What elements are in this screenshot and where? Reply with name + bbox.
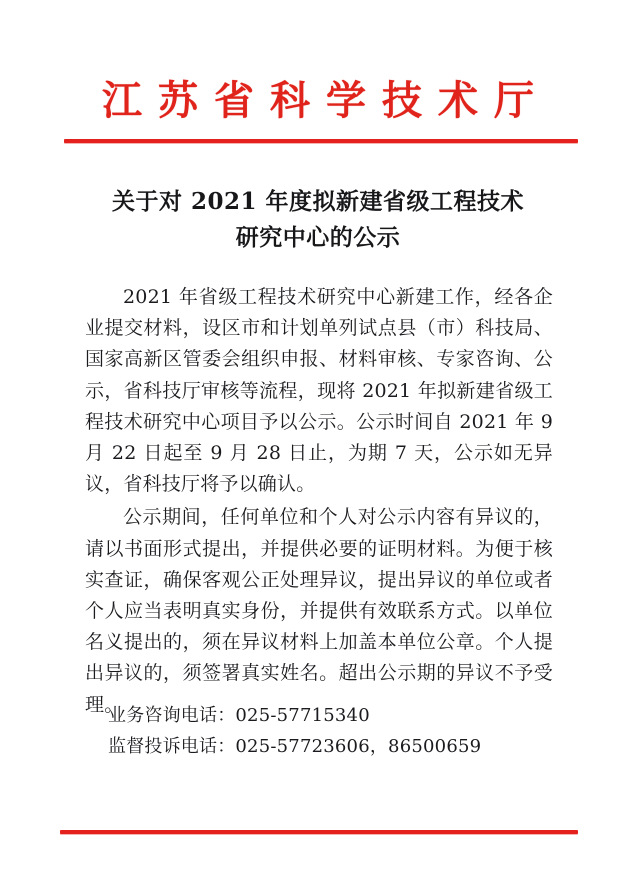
body-paragraph-2: 公示期间，任何单位和个人对公示内容有异议的，请以书面形式提出，并提供必要的证明材料。为便于核实查证，确保客观公正处理异议，提出异议的单位或者个人应当表明真实身份，并提供有效联系方式。以单位名义提出的，须在异议材料上加盖本单位公章。个人提出异议的，须签署真实姓名。超出公示期的异议不予受理。 (85, 506, 553, 716)
document-title-line-1: 关于对 2021 年度拟新建省级工程技术 (111, 188, 525, 215)
letterhead-divider-rule (64, 139, 578, 143)
letterhead (0, 76, 636, 126)
issuing-agency-title: 江苏省科学技术厅 (102, 77, 550, 124)
footer-divider-rule (60, 830, 578, 834)
contact-information (108, 700, 548, 762)
document-title (58, 184, 578, 256)
business-inquiry-phone: 业务咨询电话：025-57715340 (108, 705, 370, 726)
document-body (85, 282, 553, 721)
document-title-line-2: 研究中心的公示 (235, 224, 401, 251)
body-paragraph-1: 2021 年省级工程技术研究中心新建工作，经各企业提交材料，设区市和计划单列试点县（市）科技局、国家高新区管委会组织申报、材料审核、专家咨询、公示，省科技厅审核等流程，现将 2021 年拟新建省级工程技术研究中心项目予以公示。公示时间自 2021 年 9 月 22 日起至 9 月 28 日止，为期 7 天，公示如无异议，省科技厅将予以确认。 (85, 286, 553, 496)
supervision-complaint-phone: 监督投诉电话：025-57723606，86500659 (108, 736, 482, 757)
